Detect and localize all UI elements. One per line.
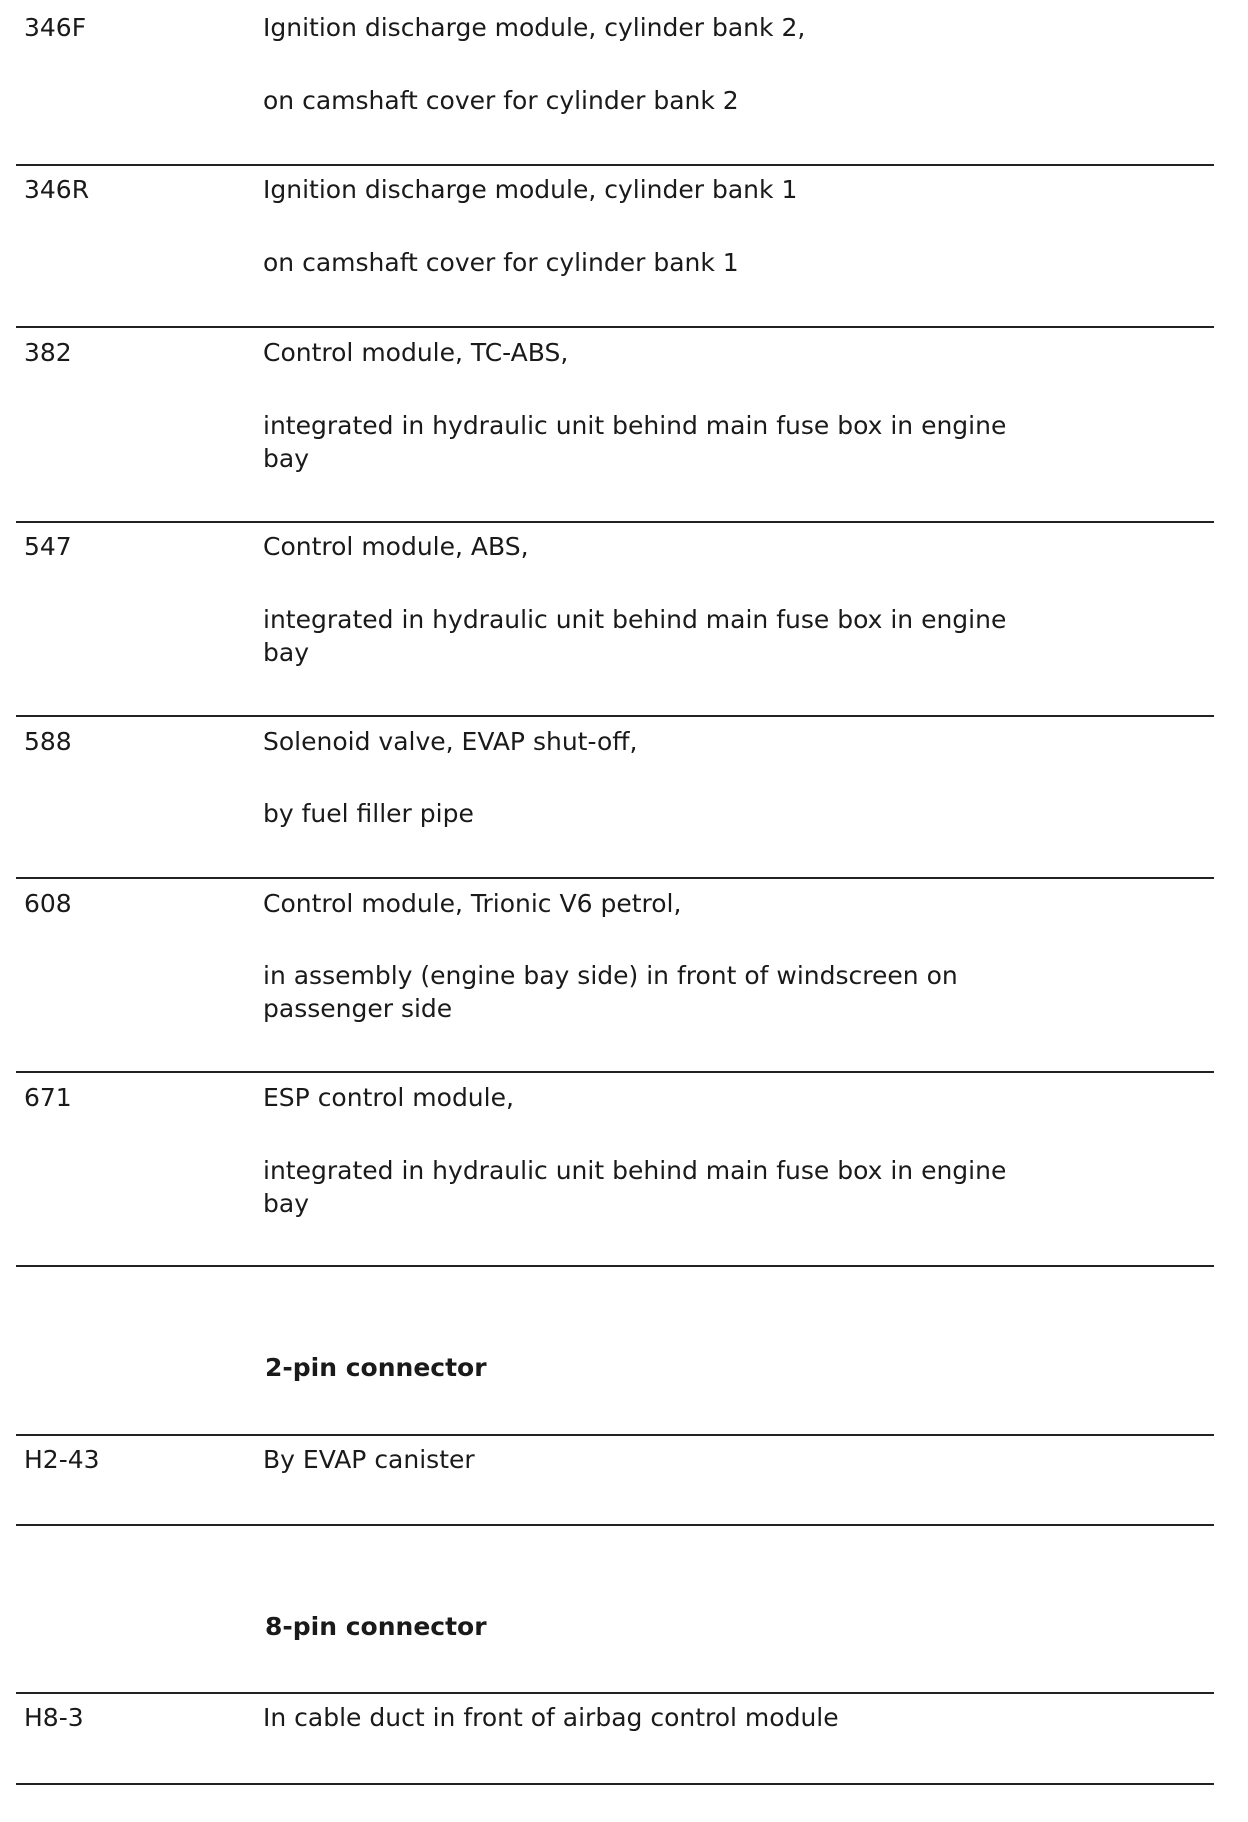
component-description: Ignition discharge module, cylinder bank 1 xyxy=(263,175,798,204)
row-divider xyxy=(16,1692,1214,1694)
component-location: integrated in hydraulic unit behind main fuse box in engine bay xyxy=(263,1156,1007,1218)
row-divider xyxy=(16,877,1214,879)
row-divider xyxy=(16,1434,1214,1436)
connector-code: H2-43 xyxy=(24,1445,100,1474)
component-code: 346R xyxy=(24,175,90,204)
row-divider xyxy=(16,1524,1214,1526)
component-location: on camshaft cover for cylinder bank 2 xyxy=(263,86,739,115)
connector-location: By EVAP canister xyxy=(263,1445,475,1474)
component-description: Control module, ABS, xyxy=(263,532,529,561)
component-location: in assembly (engine bay side) in front of windscreen on passenger side xyxy=(263,961,958,1023)
component-description: Control module, Trionic V6 petrol, xyxy=(263,889,682,918)
row-divider xyxy=(16,326,1214,328)
section-heading: 2-pin connector xyxy=(265,1353,487,1382)
row-divider xyxy=(16,521,1214,523)
component-description: ESP control module, xyxy=(263,1083,514,1112)
row-divider xyxy=(16,715,1214,717)
component-location: integrated in hydraulic unit behind main fuse box in engine bay xyxy=(263,411,1007,473)
row-divider xyxy=(16,1265,1214,1267)
component-location: by fuel filler pipe xyxy=(263,799,474,828)
component-code: 547 xyxy=(24,532,72,561)
component-location: integrated in hydraulic unit behind main fuse box in engine bay xyxy=(263,605,1007,667)
component-description: Ignition discharge module, cylinder bank 2, xyxy=(263,13,806,42)
component-code: 346F xyxy=(24,13,87,42)
component-code: 382 xyxy=(24,338,72,367)
row-divider xyxy=(16,164,1214,166)
component-description: Control module, TC-ABS, xyxy=(263,338,569,367)
component-code: 608 xyxy=(24,889,72,918)
connector-location: In cable duct in front of airbag control module xyxy=(263,1703,839,1732)
row-divider xyxy=(16,1071,1214,1073)
component-location: on camshaft cover for cylinder bank 1 xyxy=(263,248,739,277)
connector-code: H8-3 xyxy=(24,1703,84,1732)
section-heading: 8-pin connector xyxy=(265,1612,487,1641)
row-divider xyxy=(16,1783,1214,1785)
component-code: 671 xyxy=(24,1083,72,1112)
component-description: Solenoid valve, EVAP shut-off, xyxy=(263,727,638,756)
component-code: 588 xyxy=(24,727,72,756)
